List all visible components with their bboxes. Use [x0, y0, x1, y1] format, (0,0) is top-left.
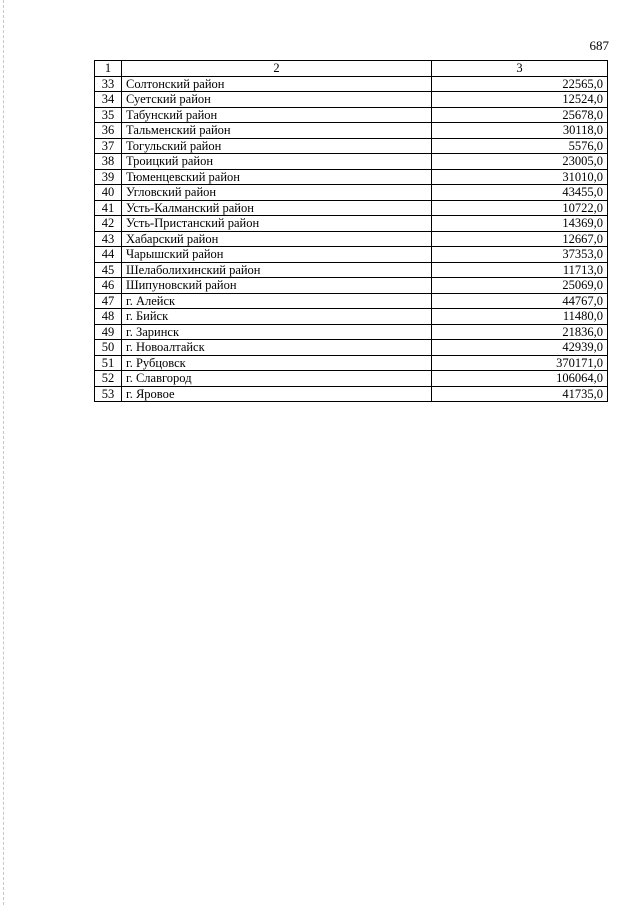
- table-row: [95, 355, 608, 371]
- district-name-cell: Хабарский район: [122, 231, 432, 247]
- table-header-row: [95, 61, 608, 77]
- district-name-cell: Тогульский район: [122, 138, 432, 154]
- table-row: [95, 76, 608, 92]
- table-row: [95, 278, 608, 294]
- row-number-cell: 39: [95, 169, 122, 185]
- value-cell: 43455,0: [432, 185, 608, 201]
- row-number-cell: 34: [95, 92, 122, 108]
- district-name-cell: г. Новоалтайск: [122, 340, 432, 356]
- district-name-cell: Солтонский район: [122, 76, 432, 92]
- table-row: [95, 169, 608, 185]
- row-number-cell: 51: [95, 355, 122, 371]
- value-cell: 25069,0: [432, 278, 608, 294]
- district-name-cell: Троицкий район: [122, 154, 432, 170]
- table-row: [95, 216, 608, 232]
- value-cell: 5576,0: [432, 138, 608, 154]
- row-number-cell: 35: [95, 107, 122, 123]
- district-name-cell: Угловский район: [122, 185, 432, 201]
- row-number-cell: 37: [95, 138, 122, 154]
- row-number-cell: 33: [95, 76, 122, 92]
- value-cell: 106064,0: [432, 371, 608, 387]
- district-name-cell: Усть-Калманский район: [122, 200, 432, 216]
- district-name-cell: Тюменцевский район: [122, 169, 432, 185]
- table-row: [95, 293, 608, 309]
- row-number-cell: 41: [95, 200, 122, 216]
- table-row: [95, 386, 608, 402]
- district-name-cell: Чарышский район: [122, 247, 432, 263]
- table-row: [95, 340, 608, 356]
- table-row: [95, 185, 608, 201]
- table-row: [95, 324, 608, 340]
- row-number-cell: 48: [95, 309, 122, 325]
- data-table: [94, 60, 608, 402]
- header-cell-number: 1: [95, 61, 122, 77]
- table-body: [95, 76, 608, 402]
- value-cell: 14369,0: [432, 216, 608, 232]
- district-name-cell: Усть-Пристанский район: [122, 216, 432, 232]
- district-name-cell: г. Бийск: [122, 309, 432, 325]
- district-name-cell: г. Рубцовск: [122, 355, 432, 371]
- row-number-cell: 40: [95, 185, 122, 201]
- value-cell: 41735,0: [432, 386, 608, 402]
- table-row: [95, 154, 608, 170]
- district-name-cell: Шипуновский район: [122, 278, 432, 294]
- table-row: [95, 92, 608, 108]
- page-number: 687: [589, 38, 609, 53]
- table-row: [95, 200, 608, 216]
- row-number-cell: 38: [95, 154, 122, 170]
- table-row: [95, 231, 608, 247]
- value-cell: 44767,0: [432, 293, 608, 309]
- value-cell: 25678,0: [432, 107, 608, 123]
- table-row: [95, 247, 608, 263]
- value-cell: 22565,0: [432, 76, 608, 92]
- table-row: [95, 262, 608, 278]
- value-cell: 10722,0: [432, 200, 608, 216]
- row-number-cell: 52: [95, 371, 122, 387]
- row-number-cell: 42: [95, 216, 122, 232]
- row-number-cell: 46: [95, 278, 122, 294]
- table-row: [95, 371, 608, 387]
- page-edge-line: [3, 0, 4, 905]
- value-cell: 11713,0: [432, 262, 608, 278]
- value-cell: 30118,0: [432, 123, 608, 139]
- value-cell: 37353,0: [432, 247, 608, 263]
- district-name-cell: г. Славгород: [122, 371, 432, 387]
- header-cell-value: 3: [432, 61, 608, 77]
- district-name-cell: г. Заринск: [122, 324, 432, 340]
- value-cell: 12667,0: [432, 231, 608, 247]
- table-row: [95, 123, 608, 139]
- value-cell: 370171,0: [432, 355, 608, 371]
- row-number-cell: 53: [95, 386, 122, 402]
- row-number-cell: 43: [95, 231, 122, 247]
- table-row: [95, 309, 608, 325]
- district-name-cell: г. Алейск: [122, 293, 432, 309]
- value-cell: 31010,0: [432, 169, 608, 185]
- value-cell: 23005,0: [432, 154, 608, 170]
- district-name-cell: г. Яровое: [122, 386, 432, 402]
- row-number-cell: 47: [95, 293, 122, 309]
- row-number-cell: 49: [95, 324, 122, 340]
- district-name-cell: Шелаболихинский район: [122, 262, 432, 278]
- value-cell: 12524,0: [432, 92, 608, 108]
- row-number-cell: 44: [95, 247, 122, 263]
- table-header: [95, 61, 608, 77]
- header-cell-name: 2: [122, 61, 432, 77]
- table-row: [95, 107, 608, 123]
- value-cell: 11480,0: [432, 309, 608, 325]
- row-number-cell: 45: [95, 262, 122, 278]
- table-row: [95, 138, 608, 154]
- value-cell: 21836,0: [432, 324, 608, 340]
- value-cell: 42939,0: [432, 340, 608, 356]
- row-number-cell: 50: [95, 340, 122, 356]
- district-name-cell: Тальменский район: [122, 123, 432, 139]
- district-name-cell: Суетский район: [122, 92, 432, 108]
- district-name-cell: Табунский район: [122, 107, 432, 123]
- row-number-cell: 36: [95, 123, 122, 139]
